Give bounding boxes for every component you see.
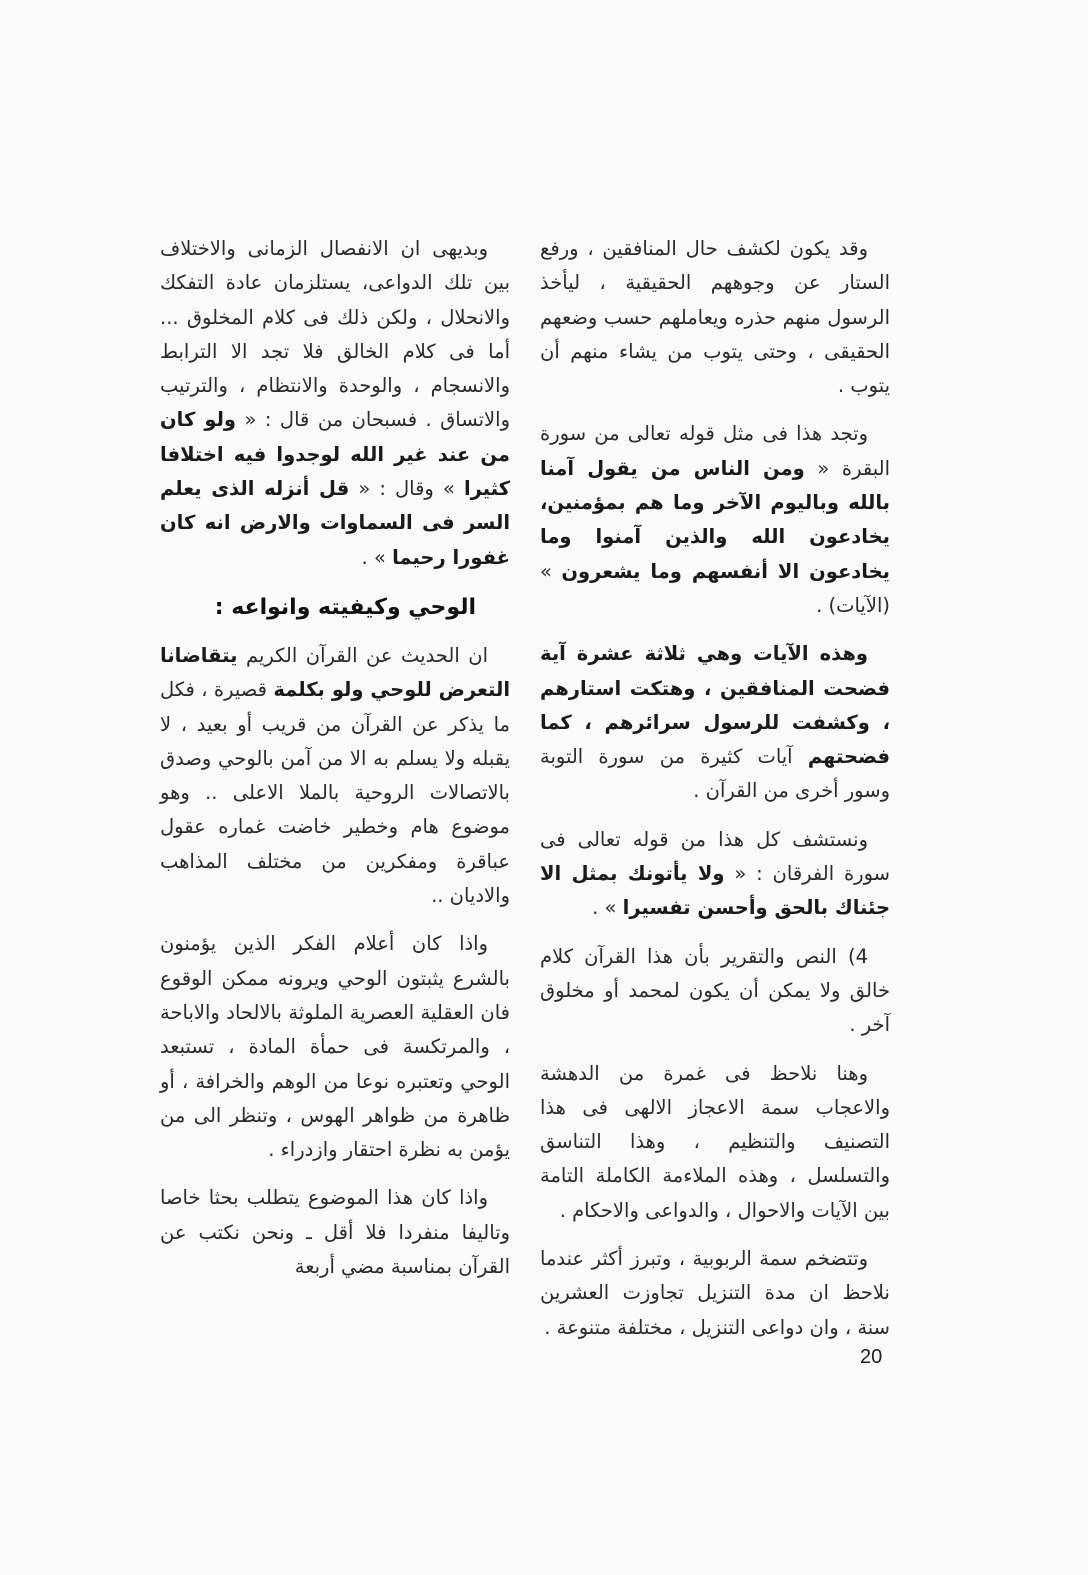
- paragraph: [160, 927, 510, 1167]
- bold-text: وهذه الآيات وهي ثلاثة عشرة آية: [540, 642, 868, 666]
- paragraph-text: وقد يكون لكشف حال المنافقين ، ورفع الستار عن وجوههم الحقيقية ، ليأخذ الرسول منهم حذره ويعاملهم حسب وضعهم الحقيقى ، وحتى يتوب من يشاء منهم أن يتوب .: [540, 237, 890, 398]
- paragraph: [160, 639, 510, 913]
- bold-text: يتقاضانا التعرض للوحي ولو بكلمة: [160, 643, 511, 702]
- paragraph-text: واذا كان أعلام الفكر الذين يؤمنون بالشرع يثبتون الوحي ويرونه ممكن الوقوع فان العقلية العصرية الملوثة بالالحاد والاباحة ، والمرتكسة فى حمأة المادة ، تستبعد الوحي وتعتبره نوعا من الوهم والخرافة ، أو ظاهرة من ظواهر الهوس ، وتنظر الى من يؤمن به نظرة احتقار وازدراء .: [160, 932, 510, 1162]
- paragraph: [160, 232, 510, 575]
- paragraph: [540, 823, 890, 926]
- paragraph-text: آيات كثيرة من سورة التوبة وسور أخرى من القرآن .: [540, 745, 890, 803]
- paragraph-text: وهنا نلاحظ فى غمرة من الدهشة والاعجاب سمة الاعجاز الالهى فى هذا التصنيف والتنظيم ، وهذا التناسق والتسلسل ، وهذه الملاءمة الكاملة التامة بين الآيات والاحوال ، والدواعى والاحكام .: [540, 1061, 890, 1222]
- paragraph: [540, 1242, 890, 1345]
- paragraph-text: فسبحان من قال : «: [244, 408, 418, 432]
- paragraph: [540, 417, 890, 623]
- quran-quote: ولا يأتونك بمثل الا جئناك بالحق وأحسن تفسيرا: [540, 862, 890, 920]
- quran-quote: ولو كان من عند غير الله لوجدوا فيه اختلافا كثيرا: [160, 408, 511, 501]
- paragraph-text: 4) النص والتقرير بأن هذا القرآن كلام خالق ولا يمكن أن يكون لمحمد أو مخلوق آخر .: [540, 944, 890, 1037]
- right-column: [540, 232, 890, 1359]
- section-heading: الوحي وكيفيته وانواعه :: [214, 594, 476, 620]
- paragraph: [540, 637, 890, 808]
- page-number: 20: [860, 1346, 883, 1368]
- paragraph: [540, 940, 890, 1043]
- paragraph: [160, 1181, 510, 1284]
- paragraph-text: » (الآيات) .: [540, 559, 890, 617]
- paragraph: [540, 1057, 890, 1228]
- bold-text: فضحت المنافقين ، وهتكت استارهم ، وكشفت للرسول سرائرهم ، كما فضحتهم: [540, 676, 891, 769]
- paragraph: [540, 232, 890, 403]
- paragraph-text: وبديهى ان الانفصال الزمانى والاختلاف بين تلك الدواعى، يستلزمان عادة التفكك والانحلال ، ولكن ذلك فى كلام المخلوق ... أما فى كلام الخالق فلا تجد الا الترابط والانسجام ، والوحدة والانتظام ، والترتيب والاتساق .: [160, 237, 511, 432]
- paragraph-text: » .: [361, 545, 386, 569]
- paragraph-text: وتجد هذا فى مثل قوله تعالى من سورة البقرة «: [540, 422, 891, 480]
- paragraph-text: واذا كان هذا الموضوع يتطلب بحثا خاصا وتاليفا منفردا فلا أقل ـ ونحن نكتب عن القرآن بمناسبة مضي أربعة: [160, 1186, 510, 1279]
- left-column: [160, 232, 510, 1298]
- quran-quote: قل أنزله الذى يعلم السر فى السماوات والارض انه كان غفورا رحيما: [160, 477, 510, 569]
- paragraph-text: قصيرة ، فكل ما يذكر عن القرآن من قريب أو بعيد ، لا يقبله ولا يسلم به الا من آمن بالوحي وصدق بالاتصالات الروحية بالملا الاعلى .. وهو موضوع هام وخطير خاضت غماره عقول عباقرة ومفكرين من مختلف المذاهب والاديان ..: [160, 678, 510, 908]
- paragraph-text: » .: [592, 896, 617, 920]
- paragraph-text: وتتضخم سمة الربوبية ، وتبرز أكثر عندما نلاحظ ان مدة التنزيل تجاوزت العشرين سنة ، وان دواعى التنزيل ، مختلفة متنوعة .: [540, 1247, 890, 1339]
- paragraph-text: » وقال : «: [358, 477, 455, 501]
- paragraph-text: ونستشف كل هذا من قوله تعالى فى سورة الفرقان : «: [540, 827, 890, 886]
- paragraph-text: ان الحديث عن القرآن الكريم: [245, 643, 488, 667]
- quran-quote: ومن الناس من يقول آمنا بالله وباليوم الآخر وما هم بمؤمنين، يخادعون الله والذين آمنوا وما يخادعون الا أنفسهم وما يشعرون: [540, 456, 891, 583]
